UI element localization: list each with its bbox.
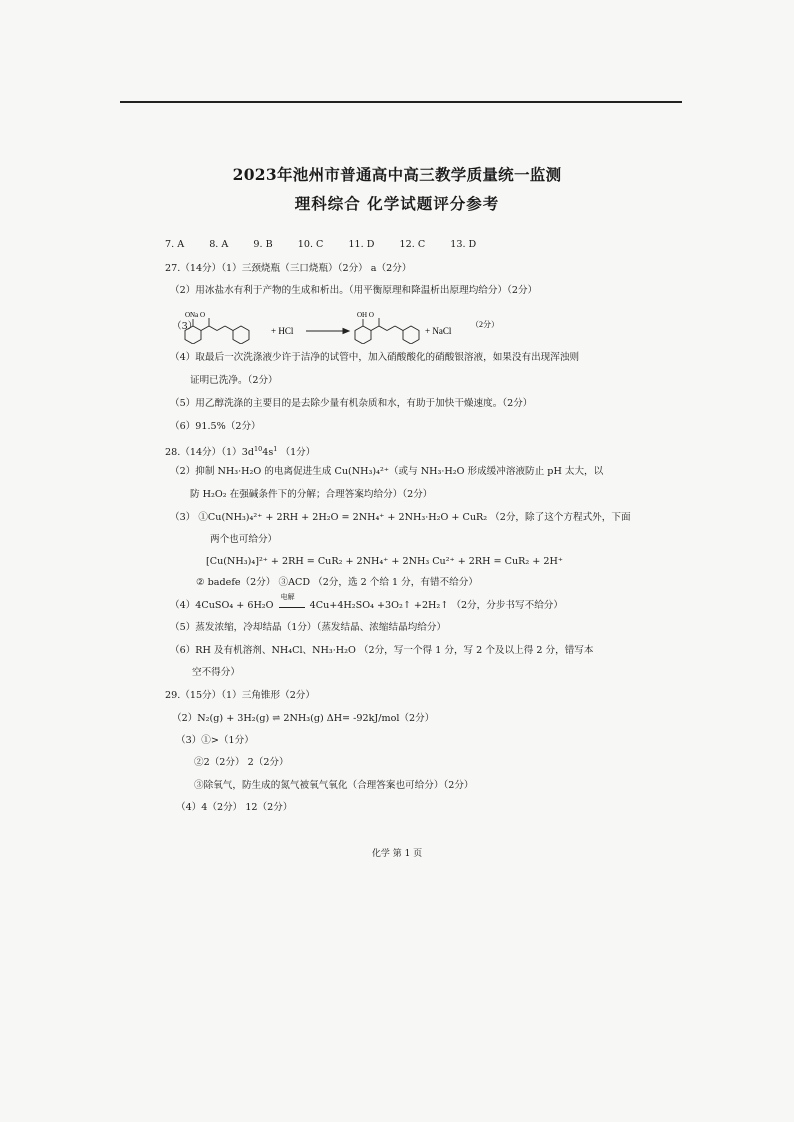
mc-answers [165,238,498,252]
q27-line-6: （6）91.5%（2分） [170,421,261,432]
page-footer: 化学 第 1 页 [371,849,423,859]
q27-line-2: （2）用冰盐水有利于产物的生成和析出。（用平衡原理和降温析出原理均给分）（2分） [170,285,538,296]
mc-answer: 10. C [297,239,324,250]
q28-line-2b: 防 H₂O₂ 在强碱条件下的分解；合理答案均给分）（2分） [190,489,433,500]
q27-part3-label: （3） [172,321,198,332]
q28-line-4 [170,593,563,613]
q28-l1-sup2: 1 [273,445,278,453]
reaction-arrow [306,329,349,334]
q28-line-6b: 空不得分） [192,667,240,678]
q29-line-4: ②2（2分） 2（2分） [194,757,289,768]
q29-line-1: 29.（15分）（1）三角锥形（2分） [165,690,315,701]
q28-l1-sup1: 10 [253,445,263,453]
top-rule [120,101,682,103]
hcl-label: + HCl [271,326,294,336]
page-title: 2023年池州市普通高中高三教学质量统一监测 [232,165,562,184]
mc-answer: 11. D [348,239,375,250]
q29-line-3: （3）①>（1分） [176,735,254,746]
electrolysis-arrow [279,593,305,608]
q28-l4-post: 4Cu+4H₂SO₄ +3O₂↑ +2H₂↑ （2分，分步书写不给分） [309,600,563,611]
q28-line-3c: [Cu(NH₃)₄]²⁺ + 2RH = CuR₂ + 2NH₄⁺ + 2NH₃ Cu²⁺ + 2RH = CuR₂ + 2H⁺ [206,556,563,567]
mc-answer: 7. A [165,239,185,250]
q27-line-1: 27.（14分）（1）三颈烧瓶（三口烧瓶）（2分） a（2分） [165,263,412,274]
nacl-label: + NaCl [425,326,452,336]
mc-answer: 13. D [450,239,477,250]
q28-l1-score: （1分） [277,447,316,459]
q29-line-6: （4）4（2分） 12（2分） [176,802,293,813]
reaction-scheme [171,312,511,344]
q28-line-1 [165,442,315,460]
page-subtitle: 理科综合 化学试题评分参考 [294,194,500,213]
electrolysis-condition: 电解 [280,593,295,601]
q27-line-4a: （4）取最后一次洗涤液少许于洁净的试管中，加入硝酸酸化的硝酸银溶液，如果没有出现浑浊则 [170,352,580,363]
q29-line-2: （2）N₂(g) + 3H₂(g) ⇌ 2NH₃(g) ΔH= -92kJ/mol（2分） [172,713,435,724]
q28-line-3b: 两个也可给分） [210,534,278,545]
q28-l1-c: 4s [262,447,274,459]
product-substituent-label: OH O [357,312,374,319]
q28-line-2a: （2）抑制 NH₃·H₂O 的电离促进生成 Cu(NH₃)₄²⁺（或与 NH₃·H₂O 形成缓冲溶液防止 pH 太大，以 [170,466,604,477]
q28-l1-a: 28.（14分）（1）3d [165,447,254,459]
product-structure [355,318,419,344]
q27-line-5: （5）用乙醇洗涤的主要目的是去除少量有机杂质和水，有助于加快干燥速度。（2分） [170,398,533,409]
q28-line-3a: （3） ①Cu(NH₃)₄²⁺ + 2RH + 2H₂O = 2NH₄⁺ + 2NH₃·H₂O + CuR₂ （2分，除了这个方程式外，下面 [170,512,631,523]
q27-part3-score: （2分） [471,320,499,329]
q29-line-5: ③除氧气，防生成的氮气被氧气氧化（合理答案也可给分）（2分） [194,780,474,791]
q27-line-4b: 证明已洗净。（2分） [190,375,278,386]
q28-line-3d: ② badefe（2分） ③ACD （2分，选 2 个给 1 分，有错不给分） [196,577,478,588]
mc-answer: 9. B [253,239,273,250]
reactant-substituent-label: ONa O [185,312,206,319]
mc-answer: 12. C [399,239,426,250]
q28-line-6a: （6）RH 及有机溶剂、NH₄Cl、NH₃·H₂O （2分，写一个得 1 分，写 2 个及以上得 2 分，错写本 [170,645,594,656]
q28-l4-pre: （4）4CuSO₄ + 6H₂O [170,600,274,611]
q28-line-5: （5）蒸发浓缩，冷却结晶（1分）（蒸发结晶、浓缩结晶均给分） [170,622,447,633]
mc-answer: 8. A [209,239,229,250]
reactant-structure [185,318,249,344]
